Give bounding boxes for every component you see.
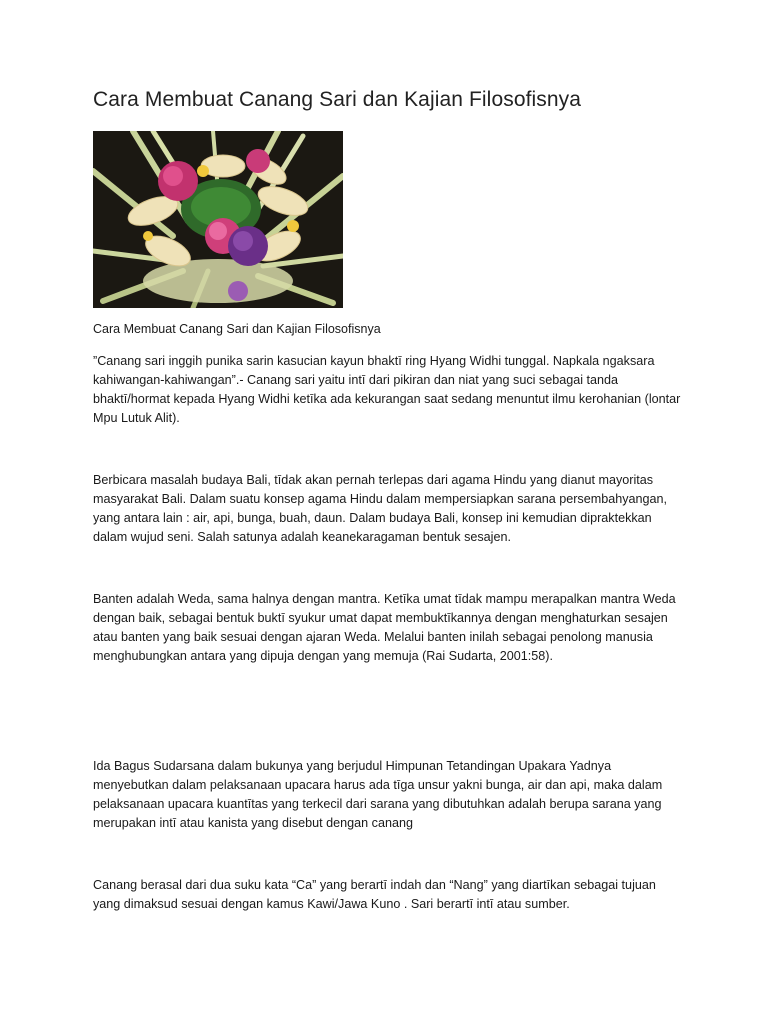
- paragraph-4: Ida Bagus Sudarsana dalam bukunya yang berjudul Himpunan Tetandingan Upakara Yadnya menyebutkan dalam pelaksanaan upacara harus ada tīga unsur yakni bunga, air dan api, maka dalam pelaksanaan upacara kuantītas yang terkecil dari sarana yang dibutuhkan adalah berupa sarana yang merupakan intī atau kanista yang disebut dengan canang: [93, 759, 663, 830]
- document-subtitle: Cara Membuat Canang Sari dan Kajian Filosofisnya: [93, 322, 381, 336]
- paragraph-1: ”Canang sari inggih punika sarin kasucian kayun bhaktī ring Hyang Widhi tunggal. Napkala ngaksara kahiwangan-kahiwangan”.- Canang sari yaitu intī dari pikiran dan niat yang suci sebagai tanda bhaktī/hormat kepada Hyang Widhi ketīka ada kekurangan saat sedang menuntut ilmu kerohanian (lontar Mpu Lutuk Alit).: [93, 354, 681, 425]
- document-title: Cara Membuat Canang Sari dan Kajian Filosofisnya: [93, 88, 582, 111]
- paragraph-5: Canang berasal dari dua suku kata “Ca” yang berartī indah dan “Nang” yang diartīkan sebagai tujuan yang dimaksud sesuai dengan kamus Kawi/Jawa Kuno . Sari berartī intī atau sumber.: [93, 878, 656, 911]
- paragraph-3: Banten adalah Weda, sama halnya dengan mantra. Ketīka umat tīdak mampu merapalkan mantra Weda dengan baik, sebagai bentuk buktī syukur umat dapat membuktīkannya dengan menghaturkan sesajen atau banten yang baik sesuai dengan ajaran Weda. Melalui banten inilah sebagai penolong manusia menghubungkan antara yang dipuja dengan yang memuja (Rai Sudarta, 2001:58).: [93, 592, 676, 663]
- canang-sari-photo: [93, 131, 343, 308]
- paragraph-2: Berbicara masalah budaya Bali, tīdak akan pernah terlepas dari agama Hindu yang dianut mayoritas masyarakat Bali. Dalam suatu konsep agama Hindu dalam mempersiapkan sarana persembahyangan, yang antara lain : air, api, bunga, buah, daun. Dalam budaya Bali, konsep ini kemudian dipraktekkan dalam wujud seni. Salah satunya adalah keanekaragaman bentuk sesajen.: [93, 473, 668, 544]
